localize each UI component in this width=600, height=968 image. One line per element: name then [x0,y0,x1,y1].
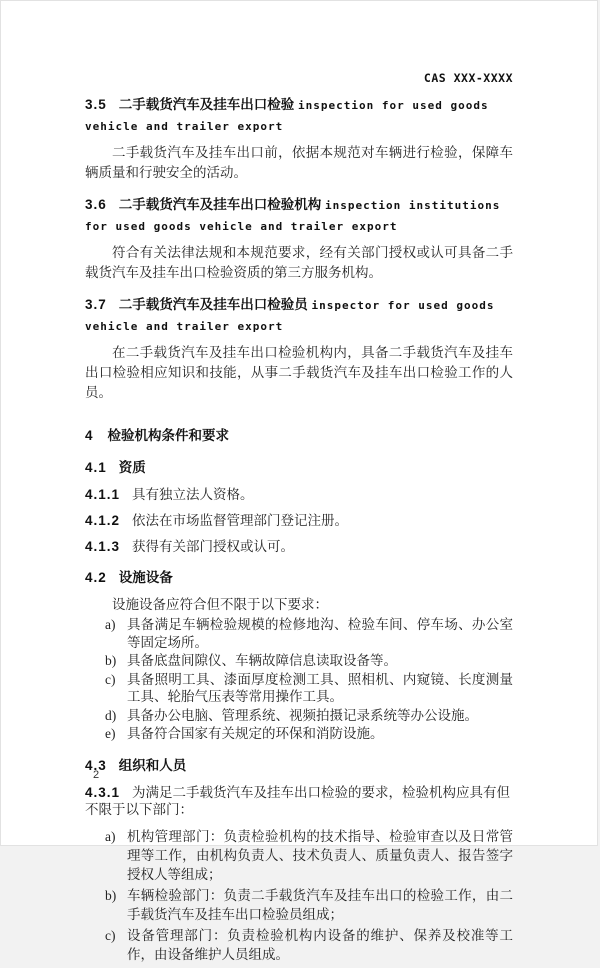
term-number: 3.6 [85,197,107,212]
term-title-zh: 二手载货汽车及挂车出口检验 [118,97,295,112]
page-number: 2 [93,769,100,781]
list-item-d [105,707,513,725]
term-title-en: inspection institutions for used goods vehicle and trailer export [85,199,501,233]
list-item-text: 具备底盘间隙仪、车辆故障信息读取设备等。 [127,653,397,668]
sub-title: 组织和人员 [118,757,187,773]
list-item-a [105,827,513,884]
clause-text: 具有独立法人资格。 [132,487,254,502]
list-item-label: b) [105,653,117,668]
clause-text: 获得有关部门授权或认可。 [132,539,295,554]
list-item-text: 具备办公电脑、管理系统、视频拍摄记录系统等办公设施。 [127,707,478,723]
list-item-label: c) [105,927,116,943]
sub-title: 设施设备 [118,570,173,585]
list-item-label: b) [105,887,117,903]
term-definition-3-5: 二手载货汽车及挂车出口前，依据本规范对车辆进行检验，保障车辆质量和行驶安全的活动。 [85,145,513,180]
term-number: 3.5 [85,97,107,112]
term-title-en: inspection for used goods vehicle and trailer export [85,99,489,133]
term-title-en: inspector for used goods vehicle and trailer export [85,299,495,333]
term-heading-3-5 [85,95,513,137]
list-item-label: d) [105,707,117,723]
departments-list [105,827,513,964]
clause-4-1-3 [85,538,513,555]
list-item-text: 设备管理部门：负责检验机构内设备的维护、保养及校准等工作，由设备维护人员组成。 [127,927,513,962]
chapter-number: 4 [85,428,94,443]
list-item-text: 具备照明工具、漆面厚度检测工具、照相机、内窥镜、长度测量工具、轮胎气压表等常用操作工具。 [127,671,513,704]
clause-number: 4.1.3 [85,539,121,554]
facilities-intro: 设施设备应符合但不限于以下要求： [112,597,328,612]
clause-text: 依法在市场监督管理部门登记注册。 [132,513,349,528]
clause-4-1-1 [85,486,513,503]
standard-code-header: CAS XXX-XXXX [423,71,513,85]
term-heading-3-7 [85,295,513,337]
chapter-title: 检验机构条件和要求 [107,428,230,443]
term-number: 3.7 [85,297,107,312]
list-item-b [105,652,513,670]
chapter-heading-4 [85,427,513,445]
list-item-text: 具备满足车辆检验规模的检修地沟、检验车间、停车场、办公室等固定场所。 [127,617,513,650]
clause-text: 为满足二手载货汽车及挂车出口检验的要求，检验机构应具有但不限于以下部门： [85,784,511,817]
list-item-e [105,725,513,743]
term-heading-3-6 [85,195,513,237]
list-item-c [105,671,513,706]
clause-number: 4.3.1 [85,784,121,800]
list-item-label: e) [105,726,116,741]
sub-number: 4.3 [85,757,107,773]
list-item-text: 具备符合国家有关规定的环保和消防设施。 [127,726,384,741]
list-item-text: 机构管理部门：负责检验机构的技术指导、检验审查以及日常管理等工作，由机构负责人、技术负责人、质量负责人、报告签字授权人等组成； [127,828,513,882]
term-title-zh: 二手载货汽车及挂车出口检验员 [118,297,308,312]
sub-heading-4-3 [85,757,513,775]
clause-number: 4.1.2 [85,513,121,528]
sub-number: 4.1 [85,460,107,475]
list-item-text: 车辆检验部门：负责二手载货汽车及挂车出口的检验工作，由二手载货汽车及挂车出口检验员组成； [127,887,513,922]
clause-number: 4.1.1 [85,487,121,502]
facilities-list [105,616,513,743]
term-definition-3-7: 在二手载货汽车及挂车出口检验机构内，具备二手载货汽车及挂车出口检验相应知识和技能，从事二手载货汽车及挂车出口检验工作的人员。 [85,345,513,400]
list-item-label: a) [105,617,116,632]
term-definition-3-6: 符合有关法律法规和本规范要求，经有关部门授权或认可具备二手载货汽车及挂车出口检验资质的第三方服务机构。 [85,245,513,280]
list-item-c [105,926,513,964]
sub-title: 资质 [118,460,146,475]
clause-4-1-2 [85,512,513,529]
sub-number: 4.2 [85,570,107,585]
list-item-b [105,886,513,924]
list-item-label: c) [105,671,116,687]
sub-heading-4-1 [85,459,513,477]
document-content [85,71,513,968]
sub-heading-4-2 [85,569,513,587]
term-title-zh: 二手载货汽车及挂车出口检验机构 [118,197,322,212]
list-item-a [105,616,513,651]
list-item-label: a) [105,828,116,844]
clause-4-3-1 [85,784,513,818]
